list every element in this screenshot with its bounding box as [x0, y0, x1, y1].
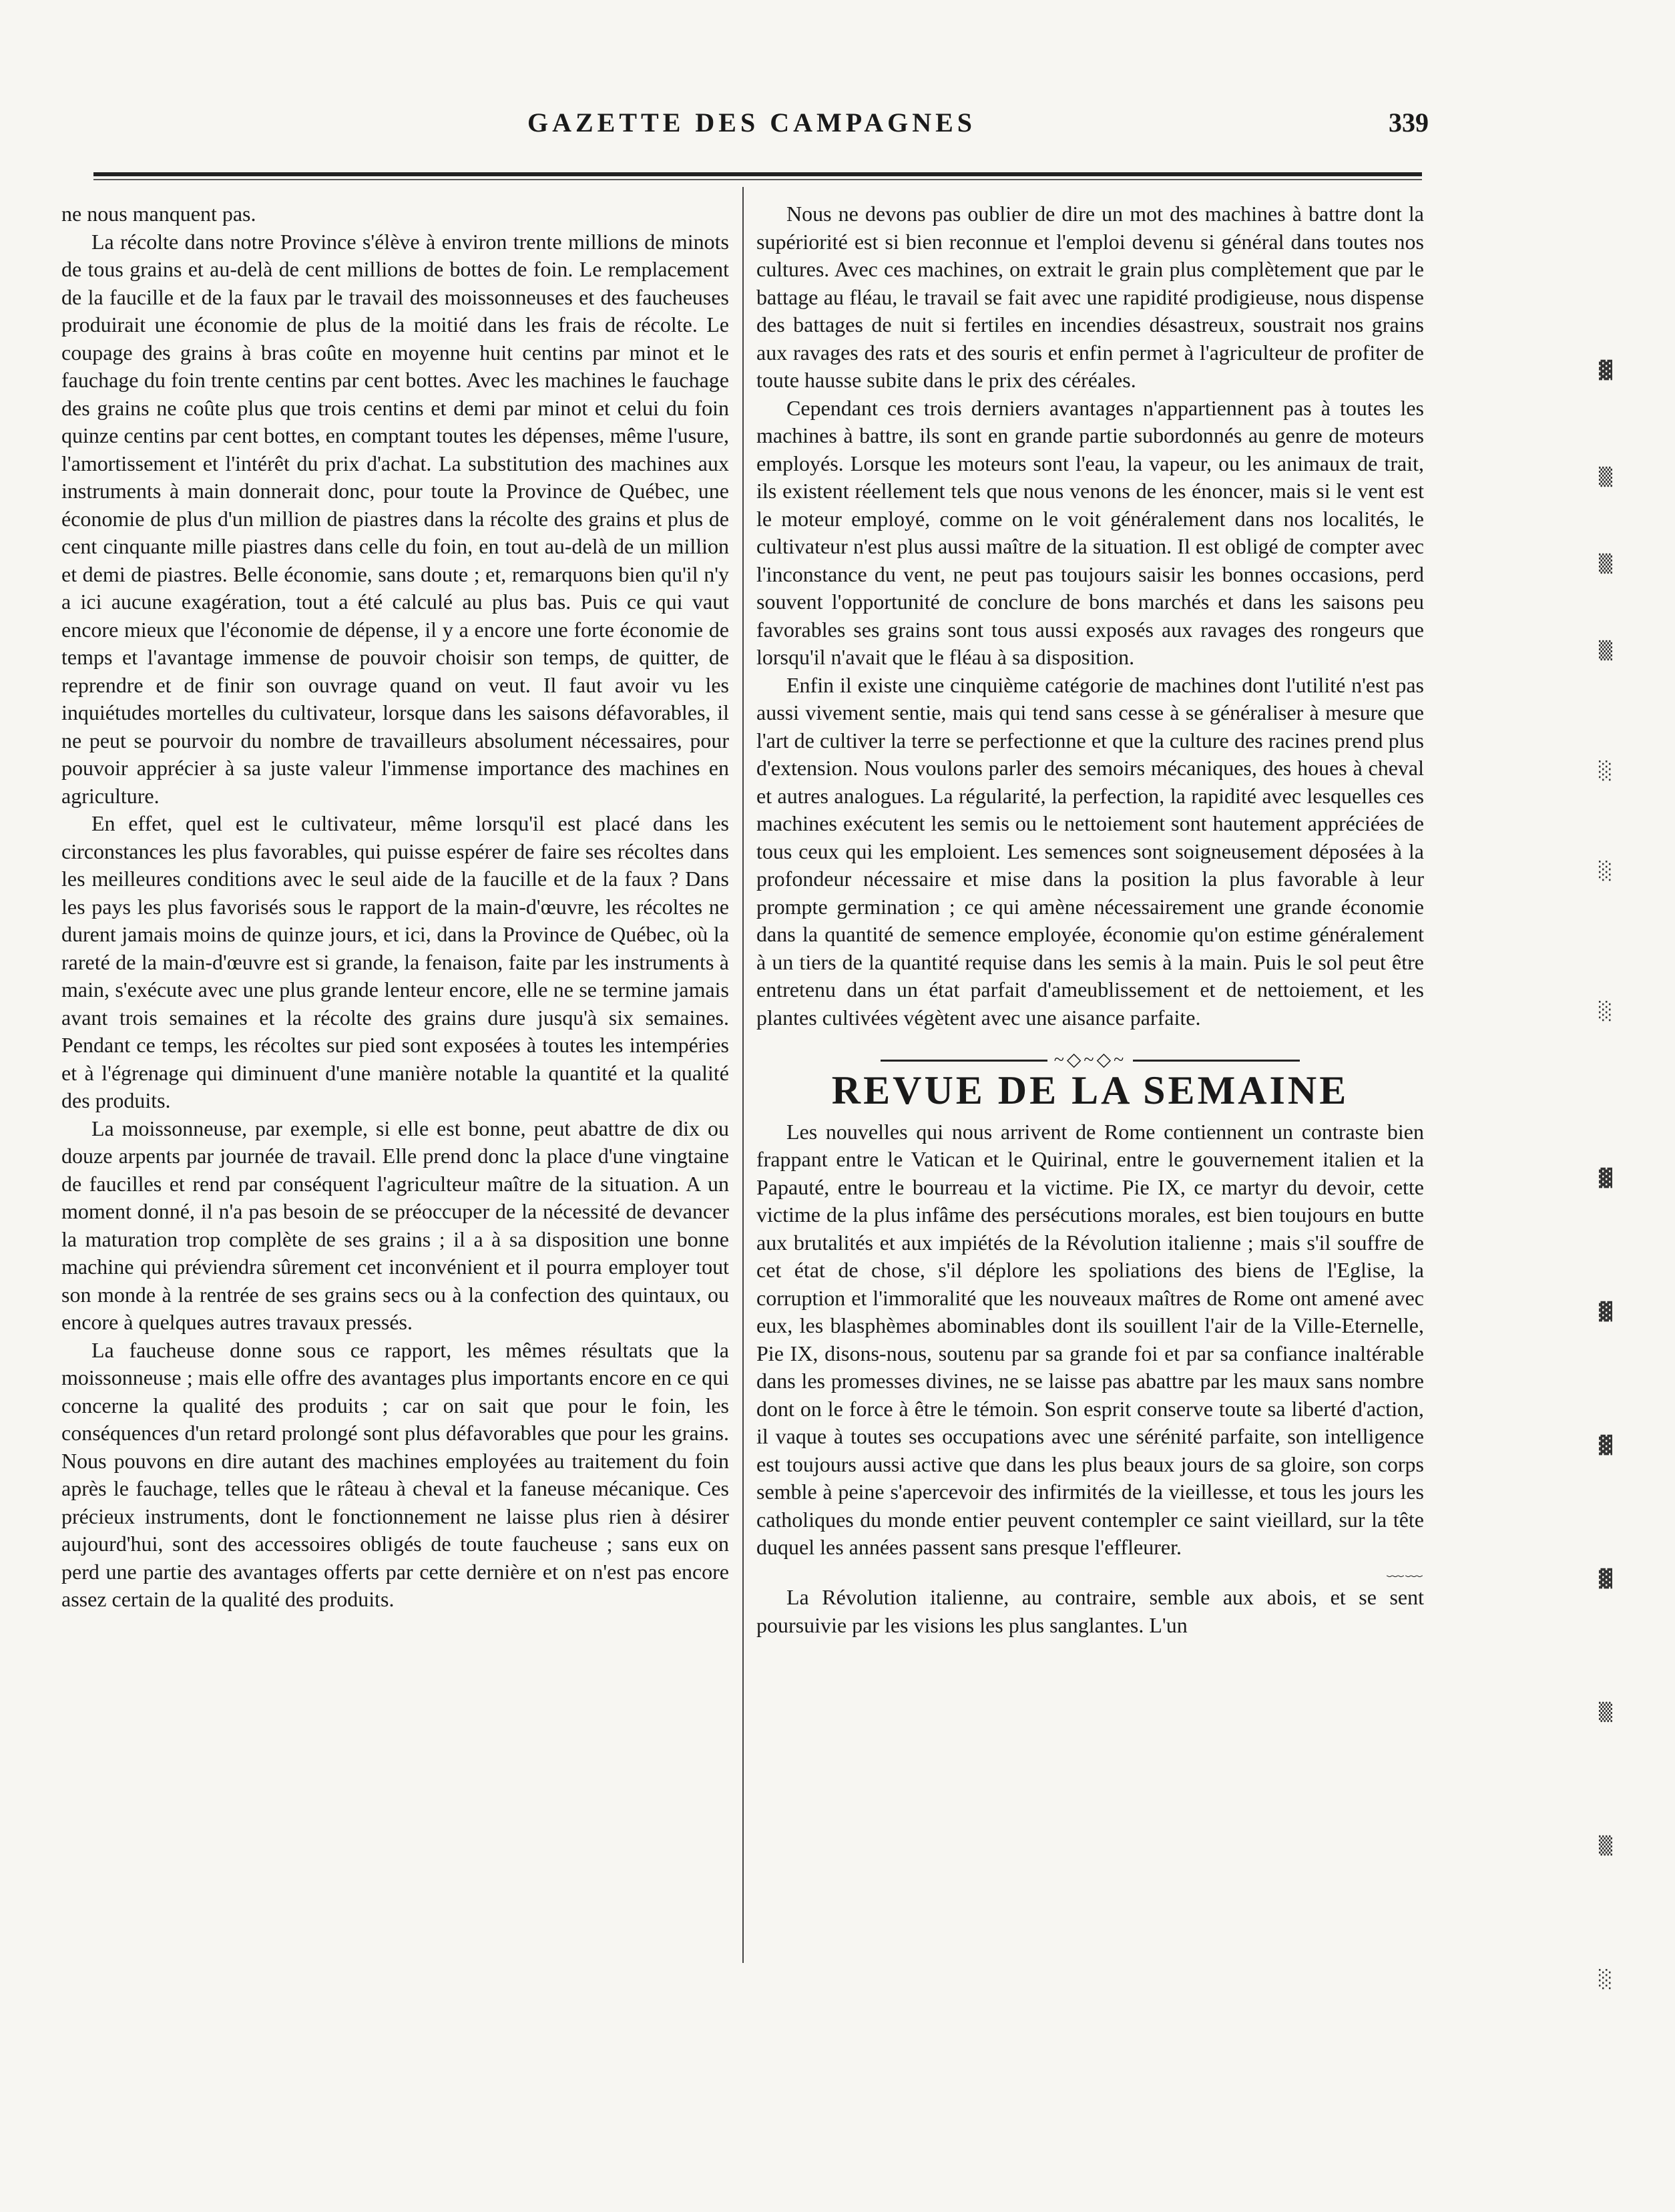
bleed-mark-icon: ▓ [1599, 1435, 1612, 1456]
bleed-mark-icon: ▓ [1599, 1168, 1612, 1188]
paragraph: ne nous manquent pas. [61, 202, 256, 226]
header-rule [93, 172, 1422, 176]
page-number: 339 [1389, 107, 1429, 138]
paragraph: Cependant ces trois derniers avantages n'appartiennent pas à toutes les machines à battre, ils sont en grande partie subordonnés au genre de moteurs employés. Lorsque les moteurs sont l'eau, la vapeur, ou les animaux de trait, ils existent réellement tels que nous venons de les énoncer, mais si le vent est le moteur employé, comme on le voit généralement dans nos localités, le cultivateur n'est plus aussi maître de la situation. Il est obligé de compter avec l'inconstance du vent, ne peut pas toujours saisir les bonnes occasions, perd souvent l'opportunité de conclure de bons marchés et dans les saisons peu favorables ses grains sont tous aussi exposés aux ravages des rongeurs que lorsqu'il n'avait que le fléau à sa disposition. [756, 395, 1424, 669]
right-column [756, 200, 1424, 1639]
bleed-mark-icon: ░ [1599, 1002, 1612, 1022]
left-column [61, 200, 729, 1614]
column-divider [742, 187, 744, 1963]
bleed-mark-icon: ▓ [1599, 1302, 1612, 1322]
paragraph-end-ornament-icon: ﹏﹏ [1386, 1560, 1424, 1580]
section-title: REVUE DE LA SEMAINE [831, 1068, 1349, 1112]
paragraph: La récolte dans notre Province s'élève à environ trente millions de minots de tous grains et au-delà de cent millions de bottes de foin. Le remplacement de la faucille et de la faux par le travail des moissonneuses et des faucheuses produirait une économie de plus de la moitié dans les frais de récolte. Le coupage des grains à bras coûte en moyenne huit centins par minot et le fauchage du foin trente centins par cent bottes. Avec les machines le fauchage des grains ne coûte plus que trois centins et demi par minot et celui du foin quinze centins par cent bottes, en comptant toutes les dépenses, même l'usure, l'amortissement et l'intérêt du prix d'achat. La substitution des machines aux instruments à main donnerait donc, pour toute la Province de Québec, une économie de plus d'un million de piastres dans la récolte des grains et plus de cent cinquante mille piastres dans celle du foin, en tout au-delà de un million et demi de piastres. Belle économie, sans doute ; et, remarquons bien qu'il n'y a ici aucune exagération, tout a été calculé au plus bas. Puis ce qui vaut encore mieux que l'économie de dépense, il y a encore une forte économie de temps et l'avantage immense de pouvoir choisir son temps, de quitter, de reprendre et de finir son ouvrage quand on veut. Il faut avoir vu les inquiétudes mortelles du cultivateur, lorsque dans les saisons défavorables, il ne peut se pourvoir du nombre de travailleurs absolument nécessaires, pour pouvoir apprécier à sa juste valeur l'immense importance des machines en agriculture. [61, 229, 729, 808]
paragraph: Enfin il existe une cinquième catégorie de machines dont l'utilité n'est pas aussi vivement sentie, mais qui tend sans cesse à se généraliser à mesure que l'art de cultiver la terre se perfectionne et que la culture des racines prend plus d'extension. Nous voulons parler des semoirs mécaniques, des houes à cheval et autres analogues. La régularité, la perfection, la rapidité avec lesquelles ces machines exécutent les semis ou le nettoiement sont hautement appréciées de tous ceux qui les emploient. Les semences sont soigneusement déposées à la profondeur nécessaire et mise dans la position la plus favorable à leur prompte germination ; ce qui amène nécessairement une grande économie dans la quantité de semence employée, économie qu'on estime généralement à un tiers de la quantité requise dans les semis à la main. Puis le sol peut être entretenu dans un état parfait d'ameublissement et de nettoiement, et les plantes cultivées végètent avec une aisance parfaite. [756, 672, 1424, 1030]
bleed-mark-icon: ▒ [1599, 554, 1612, 574]
bleed-mark-icon: ░ [1599, 1970, 1612, 1990]
paragraph: La faucheuse donne sous ce rapport, les mêmes résultats que la moissonneuse ; mais elle offre des avantages plus importants encore en ce qui concerne la qualité des produits ; car on sait que pour le foin, les conséquences d'un retard prolongé sont plus défavorables que pour les grains. Nous pouvons en dire autant des machines employées au traitement du foin après le fauchage, telles que le râteau à cheval et la faneuse mécanique. Ces précieux instruments, dont le fonctionnement ne laisse plus rien à désirer aujourd'hui, sont des accessoires obligés de toute faucheuse ; sans eux on perd une partie des avantages offerts par cette dernière et on n'est pas encore assez certain de la qualité des produits. [61, 1337, 729, 1611]
bleed-mark-icon: ░ [1599, 861, 1612, 881]
bleed-mark-icon: ▒ [1599, 1836, 1612, 1856]
section-ornament-rule [756, 1050, 1424, 1070]
bleed-mark-icon: ▓ [1599, 1569, 1612, 1589]
bleed-mark-icon: ▓ [1599, 361, 1612, 381]
page-header [93, 100, 1429, 154]
ornament-line-left [881, 1060, 1047, 1062]
newspaper-title: GAZETTE DES CAMPAGNES [527, 107, 977, 138]
header-rule-thin [93, 179, 1422, 180]
margin-bleed-marks [1599, 334, 1652, 2137]
bleed-mark-icon: ▒ [1599, 467, 1612, 487]
bleed-mark-icon: ▒ [1599, 641, 1612, 661]
ornament-scroll-icon: ~◇~◇~ [1053, 1050, 1127, 1071]
ornament-line-right [1133, 1060, 1300, 1062]
paragraph: La moissonneuse, par exemple, si elle est bonne, peut abattre de dix ou douze arpents par journée de travail. Elle prend donc la place d'une vingtaine de faucilles et rend par conséquent l'agriculteur maître de la situation. A un moment donné, il n'a pas besoin de se préoccuper de la nécessité de devancer la maturation trop complète de ses grains ; il a à sa disposition une bonne machine qui préviendra sûrement cet inconvénient et il pourra employer tout son monde à la rentrée de ses grains secs ou à la confection des quintaux, ou encore à quelques autres travaux pressés. [61, 1116, 729, 1334]
paragraph: Nous ne devons pas oublier de dire un mot des machines à battre dont la supériorité est si bien reconnue et l'emploi devenu si général dans toutes nos cultures. Avec ces machines, on extrait le grain plus complètement que par le battage au fléau, le travail se fait avec une rapidité prodigieuse, nous dispense des battages de nuit si fertiles en incendies désastreux, soustrait nos grains aux ravages des rats et des souris et enfin permet à l'agriculteur de profiter de toute hausse subite dans le prix des céréales. [756, 202, 1424, 392]
paragraph: En effet, quel est le cultivateur, même lorsqu'il est placé dans les circonstances les plus favorables, qui puisse espérer de faire ses récoltes dans les meilleures conditions avec le seul aide de la faucille et de la faux ? Dans les pays les plus favorisés sous le rapport de la main-d'œuvre, les récoltes ne durent jamais moins de quinze jours, et ici, dans la Province de Québec, où la rareté de la main-d'œuvre est si grande, la fenaison, faite par les instruments à main, s'exécute avec une plus grande lenteur encore, elle ne se termine jamais avant trois semaines et la récolte des grains dure jusqu'à six semaines. Pendant ce temps, les récoltes sur pied sont exposées à toutes les intempéries et à l'égrenage qui diminuent d'une manière notable la quantité et la qualité des produits. [61, 811, 729, 1112]
bleed-mark-icon: ▒ [1599, 1703, 1612, 1723]
paragraph: La Révolution italienne, au contraire, semble aux abois, et se sent poursuivie par les visions les plus sanglantes. L'un [756, 1585, 1424, 1637]
bleed-mark-icon: ░ [1599, 761, 1612, 781]
paragraph: Les nouvelles qui nous arrivent de Rome contiennent un contraste bien frappant entre le Vatican et le Quirinal, entre le gouvernement italien et la Papauté, entre le bourreau et la victime. Pie IX, ce martyr du devoir, cette victime de la plus infâme des persécutions morales, est bien toujours en butte aux brutalités et aux impiétés de la Révolution italienne ; mais s'il souffre de cet état de chose, s'il déplore les spoliations des biens de l'Eglise, la corruption et l'immoralité que les nouveaux maîtres de Rome ont amené avec eux, les blasphèmes abominables dont ils souillent l'air de la Ville-Eternelle, Pie IX, disons-nous, soutenu par sa grande foi et par sa confiance inaltérable dans les promesses divines, ne se laisse pas abattre par les maux sans nombre dont on le force à être le témoin. Son esprit conserve toute sa liberté d'action, il vaque à toutes ses occupations avec une sérénité parfaite, son intelligence est toujours aussi active que dans les plus beaux jours de sa gloire, son corps semble à peine s'apercevoir des infirmités de la vieillesse, et tous les jours les catholiques du monde entier peuvent contempler ce saint vieillard, sur la tête duquel les années passent sans presque l'effleurer. [756, 1119, 1424, 1559]
